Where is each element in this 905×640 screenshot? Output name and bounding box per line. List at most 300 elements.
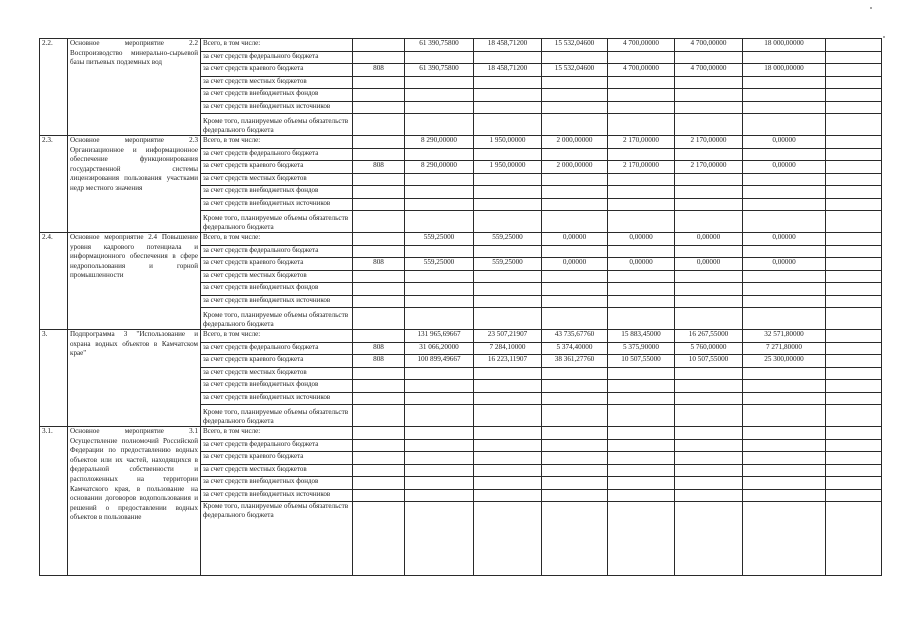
amount-cell xyxy=(608,76,675,89)
amount-cell xyxy=(608,295,675,308)
amount-cell: 7 284,10000 xyxy=(474,342,542,355)
amount-cell: 16 223,11907 xyxy=(474,355,542,368)
section-name: Основное мероприятие 2.2 Воспроизводство минерально-сырьевой базы питьевых подземных вод xyxy=(68,39,201,136)
section-name: Основное мероприятие 2.4 Повышение уровня кадрового потенциала и информационного обеспечения в сфере недропользования и горной промышленности xyxy=(68,233,201,330)
funding-source: за счет средств местных бюджетов xyxy=(201,76,353,89)
blank-cell xyxy=(826,51,882,64)
admin-code: 808 xyxy=(353,355,405,368)
amount-cell xyxy=(743,392,826,405)
blank-cell xyxy=(675,211,743,233)
admin-code xyxy=(353,51,405,64)
funding-source: за счет средств внебюджетных источников xyxy=(201,489,353,502)
funding-source: за счет средств местных бюджетов xyxy=(201,270,353,283)
amount-cell: 10 507,55000 xyxy=(608,355,675,368)
amount-cell xyxy=(743,198,826,211)
blank-cell xyxy=(743,211,826,233)
amount-cell xyxy=(405,283,474,296)
amount-cell: 2 000,00000 xyxy=(542,136,608,149)
amount-cell xyxy=(608,489,675,502)
admin-code xyxy=(353,330,405,343)
amount-cell: 23 507,21907 xyxy=(474,330,542,343)
amount-cell: 5 760,00000 xyxy=(675,342,743,355)
budget-table xyxy=(39,38,882,576)
blank-cell xyxy=(675,308,743,330)
admin-code xyxy=(353,452,405,465)
amount-cell xyxy=(405,148,474,161)
funding-source: за счет средств федерального бюджета xyxy=(201,148,353,161)
admin-code: 808 xyxy=(353,258,405,271)
amount-cell xyxy=(608,148,675,161)
section-number: 2.4. xyxy=(40,233,68,330)
blank-cell xyxy=(826,233,882,246)
admin-code xyxy=(353,173,405,186)
amount-cell: 18 458,71200 xyxy=(474,64,542,77)
blank-cell xyxy=(608,211,675,233)
amount-cell xyxy=(608,51,675,64)
amount-cell xyxy=(542,464,608,477)
amount-cell xyxy=(743,452,826,465)
amount-cell xyxy=(608,464,675,477)
amount-cell xyxy=(542,427,608,440)
blank-cell xyxy=(675,405,743,427)
admin-code xyxy=(353,270,405,283)
amount-cell xyxy=(542,283,608,296)
amount-cell xyxy=(542,452,608,465)
amount-cell: 4 700,00000 xyxy=(675,39,743,52)
amount-cell: 1 950,00000 xyxy=(474,136,542,149)
amount-cell: 100 899,49667 xyxy=(405,355,474,368)
scan-speck xyxy=(883,36,885,38)
section-number: 2.2. xyxy=(40,39,68,136)
amount-cell: 2 170,00000 xyxy=(675,161,743,174)
blank-cell xyxy=(826,380,882,393)
amount-cell xyxy=(405,464,474,477)
amount-cell: 0,00000 xyxy=(743,161,826,174)
table-row xyxy=(40,136,882,149)
amount-cell: 4 700,00000 xyxy=(675,64,743,77)
admin-code xyxy=(353,89,405,102)
section-name: Основное мероприятие 2.3 Организационное и информационное обеспечение функционирования государственной системы лицензирования пользования участками недр местного значения xyxy=(68,136,201,233)
amount-cell: 2 000,00000 xyxy=(542,161,608,174)
amount-cell xyxy=(474,380,542,393)
amount-cell: 0,00000 xyxy=(608,258,675,271)
amount-cell xyxy=(474,367,542,380)
amount-cell xyxy=(542,148,608,161)
amount-cell: 7 271,80000 xyxy=(743,342,826,355)
blank-cell xyxy=(353,405,405,427)
blank-cell xyxy=(474,114,542,136)
amount-cell: 559,25000 xyxy=(405,233,474,246)
admin-code xyxy=(353,198,405,211)
amount-cell xyxy=(743,489,826,502)
amount-cell: 16 267,55000 xyxy=(675,330,743,343)
amount-cell xyxy=(542,477,608,490)
amount-cell xyxy=(405,439,474,452)
funding-source: Всего, в том числе: xyxy=(201,330,353,343)
funding-source: за счет средств федерального бюджета xyxy=(201,342,353,355)
amount-cell xyxy=(608,245,675,258)
amount-cell xyxy=(405,76,474,89)
blank-cell xyxy=(542,211,608,233)
table-row xyxy=(40,233,882,246)
blank-cell xyxy=(826,64,882,77)
blank-cell xyxy=(826,76,882,89)
admin-code xyxy=(353,392,405,405)
funding-source: за счет средств местных бюджетов xyxy=(201,464,353,477)
amount-cell xyxy=(675,101,743,114)
amount-cell: 18 458,71200 xyxy=(474,39,542,52)
blank-cell xyxy=(474,405,542,427)
amount-cell xyxy=(743,380,826,393)
amount-cell xyxy=(608,367,675,380)
amount-cell xyxy=(743,439,826,452)
amount-cell: 559,25000 xyxy=(474,258,542,271)
amount-cell xyxy=(474,489,542,502)
amount-cell xyxy=(743,464,826,477)
amount-cell xyxy=(675,380,743,393)
amount-cell xyxy=(542,89,608,102)
amount-cell xyxy=(675,367,743,380)
amount-cell: 15 532,04600 xyxy=(542,39,608,52)
amount-cell xyxy=(743,477,826,490)
funding-source: за счет средств федерального бюджета xyxy=(201,245,353,258)
amount-cell xyxy=(608,439,675,452)
amount-cell: 61 390,75800 xyxy=(405,39,474,52)
federal-obligations-note: Кроме того, планируемые объемы обязательств федерального бюджета xyxy=(201,114,353,136)
blank-cell xyxy=(826,392,882,405)
funding-source: за счет средств краевого бюджета xyxy=(201,258,353,271)
amount-cell: 18 000,00000 xyxy=(743,64,826,77)
amount-cell xyxy=(675,439,743,452)
blank-cell xyxy=(474,211,542,233)
amount-cell xyxy=(542,392,608,405)
amount-cell xyxy=(542,367,608,380)
blank-cell xyxy=(826,136,882,149)
amount-cell xyxy=(405,392,474,405)
blank-cell xyxy=(353,114,405,136)
amount-cell: 61 390,75800 xyxy=(405,64,474,77)
amount-cell: 0,00000 xyxy=(743,258,826,271)
amount-cell xyxy=(474,392,542,405)
amount-cell xyxy=(405,295,474,308)
blank-cell xyxy=(743,502,826,576)
blank-cell xyxy=(826,452,882,465)
amount-cell: 2 170,00000 xyxy=(675,136,743,149)
blank-cell xyxy=(826,148,882,161)
amount-cell: 559,25000 xyxy=(474,233,542,246)
funding-source: Всего, в том числе: xyxy=(201,427,353,440)
amount-cell: 131 965,69667 xyxy=(405,330,474,343)
blank-cell xyxy=(826,439,882,452)
blank-cell xyxy=(826,186,882,199)
table-row xyxy=(40,330,882,343)
blank-cell xyxy=(405,502,474,576)
blank-cell xyxy=(675,502,743,576)
admin-code xyxy=(353,380,405,393)
funding-source: за счет средств внебюджетных фондов xyxy=(201,186,353,199)
amount-cell: 4 700,00000 xyxy=(608,39,675,52)
admin-code xyxy=(353,136,405,149)
amount-cell: 2 170,00000 xyxy=(608,136,675,149)
amount-cell xyxy=(405,477,474,490)
table-row xyxy=(40,427,882,440)
amount-cell xyxy=(743,295,826,308)
blank-cell xyxy=(826,477,882,490)
blank-cell xyxy=(608,308,675,330)
blank-cell xyxy=(743,308,826,330)
blank-cell xyxy=(474,502,542,576)
amount-cell xyxy=(405,101,474,114)
blank-cell xyxy=(542,114,608,136)
amount-cell xyxy=(608,270,675,283)
section-number: 3. xyxy=(40,330,68,427)
funding-source: за счет средств внебюджетных фондов xyxy=(201,477,353,490)
amount-cell xyxy=(474,173,542,186)
amount-cell xyxy=(608,380,675,393)
amount-cell xyxy=(743,367,826,380)
amount-cell: 0,00000 xyxy=(542,258,608,271)
amount-cell xyxy=(743,89,826,102)
section-name: Основное мероприятие 3.1 Осуществление полномочий Российской Федерации по предоставлению водных объектов или их частей, находящихся в федеральной собственности и расположенных на территории Камчатского края, в пользование на основании договоров водопользования и решений о предоставлении водных объектов в пользование xyxy=(68,427,201,576)
amount-cell xyxy=(405,198,474,211)
blank-cell xyxy=(353,308,405,330)
amount-cell xyxy=(743,186,826,199)
blank-cell xyxy=(826,464,882,477)
admin-code xyxy=(353,367,405,380)
section-number: 3.1. xyxy=(40,427,68,576)
amount-cell xyxy=(474,245,542,258)
admin-code xyxy=(353,489,405,502)
blank-cell xyxy=(826,114,882,136)
amount-cell xyxy=(608,452,675,465)
amount-cell xyxy=(675,392,743,405)
blank-cell xyxy=(826,427,882,440)
amount-cell xyxy=(675,186,743,199)
amount-cell: 5 374,40000 xyxy=(542,342,608,355)
amount-cell xyxy=(608,186,675,199)
blank-cell xyxy=(542,308,608,330)
blank-cell xyxy=(826,330,882,343)
budget-table-sheet xyxy=(39,38,882,576)
amount-cell xyxy=(542,245,608,258)
amount-cell xyxy=(675,89,743,102)
admin-code xyxy=(353,464,405,477)
amount-cell xyxy=(743,427,826,440)
amount-cell: 0,00000 xyxy=(743,233,826,246)
blank-cell xyxy=(608,114,675,136)
blank-cell xyxy=(826,295,882,308)
amount-cell xyxy=(474,198,542,211)
amount-cell xyxy=(542,101,608,114)
blank-cell xyxy=(542,502,608,576)
blank-cell xyxy=(826,342,882,355)
amount-cell: 0,00000 xyxy=(743,136,826,149)
amount-cell xyxy=(675,270,743,283)
admin-code: 808 xyxy=(353,342,405,355)
federal-obligations-note: Кроме того, планируемые объемы обязательств федерального бюджета xyxy=(201,211,353,233)
amount-cell: 15 883,45000 xyxy=(608,330,675,343)
funding-source: за счет средств краевого бюджета xyxy=(201,452,353,465)
amount-cell: 8 290,00000 xyxy=(405,161,474,174)
amount-cell xyxy=(608,101,675,114)
blank-cell xyxy=(405,211,474,233)
amount-cell xyxy=(675,489,743,502)
blank-cell xyxy=(826,39,882,52)
amount-cell xyxy=(542,270,608,283)
amount-cell: 25 300,00000 xyxy=(743,355,826,368)
blank-cell xyxy=(405,114,474,136)
admin-code xyxy=(353,477,405,490)
blank-cell xyxy=(826,258,882,271)
amount-cell xyxy=(474,477,542,490)
funding-source: за счет средств внебюджетных источников xyxy=(201,198,353,211)
admin-code xyxy=(353,101,405,114)
amount-cell: 38 361,27760 xyxy=(542,355,608,368)
amount-cell xyxy=(608,477,675,490)
amount-cell xyxy=(743,76,826,89)
amount-cell xyxy=(405,51,474,64)
amount-cell xyxy=(608,283,675,296)
amount-cell xyxy=(474,464,542,477)
admin-code xyxy=(353,148,405,161)
funding-source: за счет средств внебюджетных фондов xyxy=(201,89,353,102)
blank-cell xyxy=(826,308,882,330)
funding-source: за счет средств внебюджетных фондов xyxy=(201,283,353,296)
amount-cell xyxy=(405,489,474,502)
blank-cell xyxy=(826,173,882,186)
blank-cell xyxy=(743,405,826,427)
amount-cell xyxy=(743,270,826,283)
amount-cell xyxy=(542,489,608,502)
admin-code xyxy=(353,439,405,452)
funding-source: за счет средств внебюджетных источников xyxy=(201,101,353,114)
blank-cell xyxy=(608,502,675,576)
admin-code xyxy=(353,427,405,440)
amount-cell xyxy=(542,186,608,199)
amount-cell: 559,25000 xyxy=(405,258,474,271)
funding-source: за счет средств внебюджетных фондов xyxy=(201,380,353,393)
amount-cell: 2 170,00000 xyxy=(608,161,675,174)
blank-cell xyxy=(826,89,882,102)
funding-source: Всего, в том числе: xyxy=(201,39,353,52)
amount-cell xyxy=(405,270,474,283)
admin-code xyxy=(353,76,405,89)
admin-code xyxy=(353,245,405,258)
amount-cell xyxy=(405,427,474,440)
amount-cell xyxy=(542,76,608,89)
blank-cell xyxy=(353,502,405,576)
amount-cell xyxy=(675,452,743,465)
federal-obligations-note: Кроме того, планируемые объемы обязательств федерального бюджета xyxy=(201,308,353,330)
admin-code xyxy=(353,39,405,52)
federal-obligations-note: Кроме того, планируемые объемы обязательств федерального бюджета xyxy=(201,502,353,576)
blank-cell xyxy=(826,405,882,427)
amount-cell: 8 290,00000 xyxy=(405,136,474,149)
amount-cell xyxy=(405,245,474,258)
funding-source: за счет средств внебюджетных источников xyxy=(201,392,353,405)
blank-cell xyxy=(474,308,542,330)
amount-cell xyxy=(474,76,542,89)
federal-obligations-note: Кроме того, планируемые объемы обязательств федерального бюджета xyxy=(201,405,353,427)
blank-cell xyxy=(826,101,882,114)
amount-cell xyxy=(474,51,542,64)
amount-cell xyxy=(405,89,474,102)
amount-cell xyxy=(474,427,542,440)
blank-cell xyxy=(826,367,882,380)
amount-cell xyxy=(675,148,743,161)
amount-cell xyxy=(675,173,743,186)
amount-cell xyxy=(542,198,608,211)
amount-cell xyxy=(675,283,743,296)
blank-cell xyxy=(353,211,405,233)
blank-cell xyxy=(826,502,882,576)
amount-cell xyxy=(474,439,542,452)
blank-cell xyxy=(608,405,675,427)
amount-cell xyxy=(474,270,542,283)
amount-cell: 43 735,67760 xyxy=(542,330,608,343)
blank-cell xyxy=(826,270,882,283)
blank-cell xyxy=(743,114,826,136)
amount-cell xyxy=(743,51,826,64)
amount-cell xyxy=(608,392,675,405)
admin-code xyxy=(353,283,405,296)
amount-cell: 31 066,20000 xyxy=(405,342,474,355)
amount-cell xyxy=(474,186,542,199)
blank-cell xyxy=(826,245,882,258)
amount-cell xyxy=(542,295,608,308)
funding-source: за счет средств краевого бюджета xyxy=(201,161,353,174)
amount-cell xyxy=(675,295,743,308)
amount-cell: 18 000,00000 xyxy=(743,39,826,52)
funding-source: за счет средств внебюджетных источников xyxy=(201,295,353,308)
amount-cell xyxy=(675,245,743,258)
amount-cell xyxy=(743,283,826,296)
amount-cell xyxy=(675,198,743,211)
amount-cell xyxy=(608,173,675,186)
amount-cell: 0,00000 xyxy=(608,233,675,246)
funding-source: за счет средств местных бюджетов xyxy=(201,173,353,186)
section-name: Подпрограмма 3 "Использование и охрана водных объектов в Камчатском крае" xyxy=(68,330,201,427)
amount-cell xyxy=(474,295,542,308)
scan-speck xyxy=(870,7,872,9)
amount-cell xyxy=(405,452,474,465)
amount-cell: 32 571,80000 xyxy=(743,330,826,343)
amount-cell: 0,00000 xyxy=(675,258,743,271)
blank-cell xyxy=(826,198,882,211)
amount-cell xyxy=(608,198,675,211)
funding-source: Всего, в том числе: xyxy=(201,136,353,149)
admin-code xyxy=(353,186,405,199)
funding-source: Всего, в том числе: xyxy=(201,233,353,246)
funding-source: за счет средств краевого бюджета xyxy=(201,355,353,368)
blank-cell xyxy=(405,405,474,427)
amount-cell xyxy=(743,148,826,161)
funding-source: за счет средств федерального бюджета xyxy=(201,439,353,452)
funding-source: за счет средств краевого бюджета xyxy=(201,64,353,77)
amount-cell xyxy=(405,186,474,199)
admin-code: 808 xyxy=(353,161,405,174)
amount-cell xyxy=(542,380,608,393)
amount-cell xyxy=(542,173,608,186)
amount-cell: 0,00000 xyxy=(542,233,608,246)
admin-code: 808 xyxy=(353,64,405,77)
amount-cell xyxy=(743,173,826,186)
amount-cell xyxy=(743,101,826,114)
amount-cell: 5 375,90000 xyxy=(608,342,675,355)
amount-cell xyxy=(405,367,474,380)
blank-cell xyxy=(675,114,743,136)
amount-cell xyxy=(675,51,743,64)
